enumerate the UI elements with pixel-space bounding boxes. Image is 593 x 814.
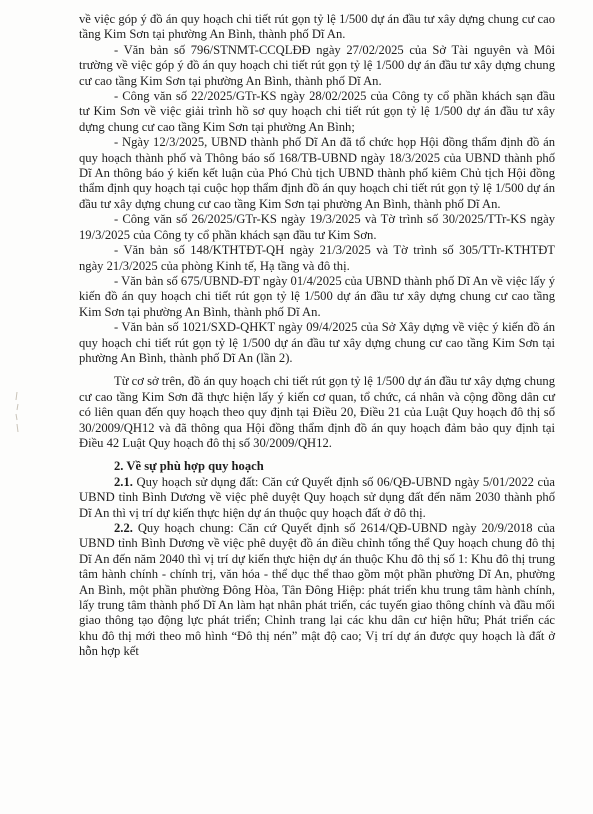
- paragraph-2-1: [79, 475, 555, 521]
- document-body: [79, 12, 555, 660]
- section-heading-quy-hoach: 2. Về sự phù hợp quy hoạch: [114, 459, 264, 474]
- paragraph-van-ban-675: - Văn bản số 675/UBND-ĐT ngày 01/4/2025 của UBND thành phố Dĩ An về việc lấy ý kiến đồ án quy hoạch chi tiết rút gọn tỷ lệ 1/500 dự án đầu tư xây dựng chung cư cao tầng Kim Sơn tại phường An Bình, thành phố Dĩ An.: [79, 273, 555, 319]
- clause-number-2-1: 2.1.: [114, 474, 133, 489]
- paragraph-hop-hoi-dong: - Ngày 12/3/2025, UBND thành phố Dĩ An đã tổ chức họp Hội đồng thẩm định đồ án quy hoạch thành phố và Thông báo số 168/TB-UBND ngày 18/3/2025 của UBND thành phố Dĩ An thông báo ý kiến kết luận của Phó Chủ tịch UBND thành phố kiêm Chủ tịch Hội đồng thẩm định quy hoạch tại cuộc họp thẩm định đồ án quy hoạch chi tiết rút gọn tỷ lệ 1/500 dự án đầu tư xây dựng chung cư cao tầng Kim Sơn tại phường An Bình, thành phố Dĩ An.: [79, 135, 555, 211]
- paragraph-2-2: [79, 521, 555, 660]
- paragraph-summary: Từ cơ sở trên, đồ án quy hoạch chi tiết rút gọn tỷ lệ 1/500 dự án đầu tư xây dựng chung cư cao tầng Kim Sơn đã thực hiện lấy ý kiến cơ quan, tổ chức, cá nhân và cộng đồng dân cư có liên quan đến quy hoạch theo quy định tại Điều 20, Điều 21 của Luật Quy hoạch đô thị số 30/2009/QH12 và đã thông qua Hội đồng thẩm định đồ án quy hoạch đảm bảo quy định tại Điều 42 Luật Quy hoạch đô thị số 30/2009/QH12.: [79, 374, 555, 450]
- clause-number-2-2: 2.2.: [114, 521, 133, 535]
- clause-text-2-1: Quy hoạch sử dụng đất: Căn cứ Quyết định số 06/QĐ-UBND ngày 5/01/2022 của UBND tỉnh Bình Dương về việc phê duyệt Quy hoạch sử dụng đất đến năm 2030 thành phố Dĩ An thì vị trí dự kiến thực hiện dự án thuộc quy hoạch đất ở đô thị.: [79, 474, 555, 520]
- clause-text-2-2: Quy hoạch chung: Căn cứ Quyết định số 2614/QĐ-UBND ngày 20/9/2018 của UBND tỉnh Bình Dương về việc phê duyệt đồ án điều chỉnh tổng thể Quy hoạch chung đô thị Dĩ An đến năm 2040 thì vị trí dự kiến thực hiện dự án thuộc Khu đô thị số 1: Khu đô thị trung tâm hành chính - chính trị, văn hóa - thể dục thể thao gồm một phần phường Dĩ An, phường An Bình, một phần phường Đông Hòa, Tân Đông Hiệp: phát triển khu trung tâm hành chính, lấy trung tâm thành phố Dĩ An làm hạt nhân phát triển, các tuyến giao thông chính và đầu mối giao thông tạo động lực phát triển; Chỉnh trang lại các khu dân cư hiện hữu; Phát triển các khu đô thị mới theo mô hình “Đô thị nén” mật độ cao; Vị trí dự án được quy hoạch là đất ở hỗn hợp kết: [79, 521, 555, 659]
- paragraph-continuation: về việc góp ý đồ án quy hoạch chi tiết rút gọn tỷ lệ 1/500 dự án đầu tư xây dựng chung cư cao tầng Kim Sơn tại phường An Bình, thành phố Dĩ An.: [79, 12, 555, 42]
- margin-pencil-mark: [14, 392, 20, 432]
- paragraph-van-ban-148: - Văn bản số 148/KTHTĐT-QH ngày 21/3/2025 và Tờ trình số 305/TTr-KTHTĐT ngày 21/3/2025 của phòng Kinh tế, Hạ tầng và đô thị.: [79, 243, 555, 273]
- paragraph-van-ban-796: - Văn bản số 796/STNMT-CCQLĐĐ ngày 27/02/2025 của Sở Tài nguyên và Môi trường về việc góp ý đồ án quy hoạch chi tiết rút gọn tỷ lệ 1/500 dự án đầu tư xây dựng chung cư cao tầng Kim Sơn tại phường An Bình, thành phố Dĩ An.: [79, 42, 555, 88]
- paragraph-van-ban-1021: - Văn bản số 1021/SXD-QHKT ngày 09/4/2025 của Sở Xây dựng về việc ý kiến đồ án quy hoạch chi tiết rút gọn tỷ lệ 1/500 dự án đầu tư xây dựng chung cư cao tầng Kim Sơn tại phường An Bình, thành phố Dĩ An (lần 2).: [79, 320, 555, 365]
- paragraph-cong-van-22: - Công văn số 22/2025/GTr-KS ngày 28/02/2025 của Công ty cổ phần khách sạn đầu tư Kim Sơn về việc giải trình hồ sơ quy hoạch chi tiết rút gọn tỷ lệ 1/500 dự án đầu tư xây dựng chung cư cao tầng Kim Sơn tại phường An Bình;: [79, 89, 555, 134]
- paragraph-cong-van-26: - Công văn số 26/2025/GTr-KS ngày 19/3/2025 và Tờ trình số 30/2025/TTr-KS ngày 19/3/2025 của Công ty cổ phần khách sạn đầu tư Kim Sơn.: [79, 212, 555, 242]
